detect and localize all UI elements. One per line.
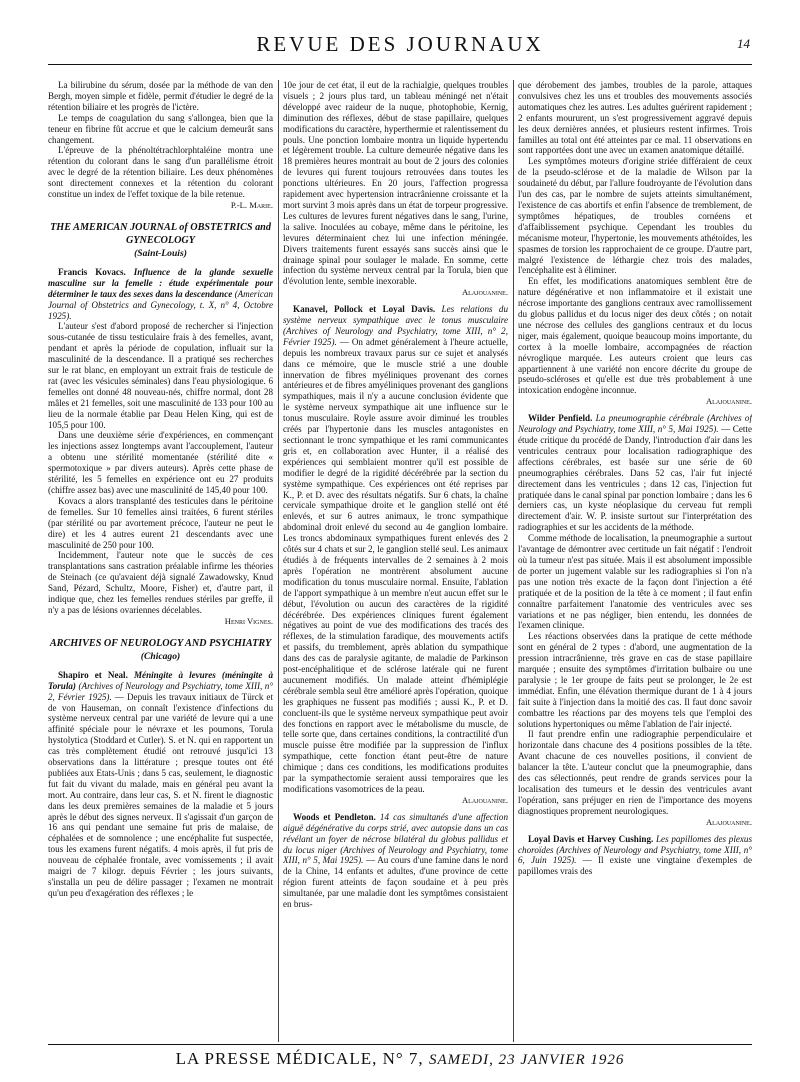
article-title: Les papillomes des plexus choroïdes [518,833,752,855]
article-entry [518,834,752,878]
article-reference: (Archives of Neurology and Psychiatry, tome XIII, n° 5, Mai 1925). [283,844,508,866]
journal-name: LA PRESSE MÉDICALE, [175,1049,378,1068]
paragraph: L'auteur s'est d'abord proposé de rechercher si l'injection sous-cutanée de tissu testiculaire frais à des femelles, avant, pendant et après la période de copulation, influait sur la masculinité de la descendance. Il a pratiqué ses recherches sur le rat blanc, en employant un extrait frais de testicule de rat (avec les vésicules séminales) dans l'eau physiologique. 6 femelles ont donné 48 nouveau-nés, chiffre normal, dont 28 mâles et 21 femelles, soit une masculinité de 133 pour 100 au lieu de la normale établie par Deau Helen King, qui est de 105,5 pour 100. [48,321,273,430]
article-reference: (Archives of Neurology and Psychiatry, tome XIII, n° 5, Mai 1925). [518,413,752,435]
journal-heading: THE AMERICAN JOURNAL of OBSTETRICS and GYNECOLOGY [50,221,271,246]
page-header [48,30,752,65]
author-signature: P.-L. Marie. [230,199,273,210]
article-author: Wilder Penfield. [528,413,593,424]
article-entry [283,812,508,910]
column-2 [283,80,508,1042]
paragraph: 10e jour de cet état, il eut de la rachialgie, quelques troubles visuels ; 2 jours plus tard, un tableau méningé net n'était développé avec raideur de la nuque, photophobie, Kernig, diminution des réflexes, début de stase papillaire, quelques modifications du caractère, hyperthermie et ralentissement du pouls. Une ponction lombaire montra un liquide hypertendu et légèrement trouble. La culture demeurée négative dans les 18 premières heures montrait au bout de 2 jours des colonies de levures qui furent toujours retrouvées dans toutes les ponctions ultérieures. En 20 jours, l'affection progressa rapidement avec hypertension intracrânienne croissante et la mort survint 3 mois après dans un état de torpeur progressive. Les cultures de levures furent négatives dans le sang, l'urine, la salive. Inoculées au cobaye, même dans le péritoine, les levures déterminaient chez lui une infection méningée. Divers traitements furent essayés sans succès ainsi que le drainage spinal pour soulager le malade. En somme, cette infection du système nerveux central par la Torula, bien que d'évolution lente, semble inexorable. [283,80,508,287]
article-text: — Il existe une vingtaine d'exemples de papillomes vrais des [518,855,752,877]
author-signature: Alajouanine. [461,794,508,805]
author-signature: Henri Vignes. [224,615,273,626]
article-text: — On admet généralement à l'heure actuelle, depuis les nombreux travaux parus sur ce sujet et analysés dans ce mémoire, que le muscle strié a une double innervation de fibres myéliniques provenant des cornes antérieures et de fibres amyéliniques provenant des ganglions sympathiques, mais il n'y a aucune conclusion évidente que le système nerveux sympathique ait une influence sur le tonus musculaire. Royle assure avoir diminué les troubles créés par l'hypertonie dans les muscles antagonistes en sectionnant le tronc sympathique et les rami communicantes gris et, en collaboration avec Hunter, il a réalisé des expériences qui semblaient montrer qu'il est possible de modifier le degré de la rigidité décérébrée par la section du système sympathique. Ces expériences ont été reprises par K., P. et D. avec des résultats négatifs. Sur 6 chats, la chaîne cervicale sympathique droite et le ganglion stellé ont été enlevés, et sur 6 autres animaux, le tronc sympathique abdominal droit enlevé du second au 4e ganglion lombaire. Les troncs abdominaux sympathiques furent enlevés des 2 côtés sur 4 chats et sur 2, le ganglion stellé seul. Les animaux étudiés à de fréquents intervalles de 2 semaines à 2 mois après l'opération ne montrèrent absolument aucune modification du tonus musculaire normal. Ensuite, l'ablation de l'apport sympathique à un membre n'eut aucun effet sur le début, l'évolution ou aucun des caractères de la rigidité décérébrée. Des expériences cliniques furent également négatives au point de vue des modifications des tracés des réflexes, de la stimulation faradique, des mouvements actifs et passifs, du tremblement, après ablation du sympathique dans des cas de paralysie agitante, de maladie de Parkinson post-encéphalitique et de sclérose latérale qui ne furent aucunement modifiés. Un malade atteint d'hémiplégie cérébrale sembla seul être amélioré après l'opération, quoique les graphiques ne fussent pas modifiés ; aussi K., P. et D. concluent-ils que le système nerveux sympathique peut avoir des fonctions en rapport avec le métabolisme du muscle, de telle sorte que, dans certaines conditions, la contractilité d'un muscle puisse être modifiée par la suppression de l'influx sympathique, cette fonction étant peut-être de nature chimique ; dans ces conditions, les modifications produites par la sympathectomie seraient aussi temporaires que les modifications vasomotrices de la peau. [283,336,508,794]
footer-line [48,1049,752,1069]
article-author: Shapiro et Neal. [58,669,128,680]
article-title: 14 cas simultanés d'une affection aiguë dégénérative du corps strié, avec autopsie dans un cas révélant un foyer de nécrose bilatéral du globus pallidus et du locus niger [283,811,508,855]
paragraph: Le temps de coagulation du sang s'allongea, bien que la teneur en fibrine fût accrue et que le calcium demeurât sans changement. [48,112,273,145]
author-signature: Alajouanine. [705,816,752,827]
paragraph: Il faut prendre enfin une radiographie perpendiculaire et horizontale dans chacune des 4 positions possibles de la tête. Avant chacune de ces nouvelles positions, il convient de balancer la tête. L'auteur conclut que la pneumographie, dans des cas sélectionnés, peut rendre de grands services pour la localisation des tumeurs et le dessin des ventricules avant l'opération, sans préjuger en rien de l'importance des moyens diagnostiques proprement neurologiques. [518,729,752,816]
issue-date: SAMEDI, 23 JANVIER 1926 [428,1052,625,1068]
article-entry [518,413,752,533]
article-entry [48,670,273,899]
paragraph: La bilirubine du sérum, dosée par la méthode de van den Bergh, moyen simple et fidèle, permit d'étudier le degré de la rétention biliaire et les progrès de l'ictère. [48,80,273,112]
paragraph: que dérobement des jambes, troubles de la parole, attaques convulsives chez les uns et troubles des mouvements associés automatiques chez les autres. Les adultes guérirent rapidement ; 2 enfants moururent, un s'est progressivement aggravé depuis les deux dernières années, et plusieurs restent infirmes. Trois familles au total ont été atteintes par ce mal. 11 observations en sont rapportées dont une avec un examen anatomique détaillé. [518,80,752,156]
article-text: — Cette étude critique du procédé de Dandy, l'introduction d'air dans les ventricules centraux pour localisation radiographique des affections cérébrales, est basée sur une série de 60 pneumographies cérébrales. Dans 52 cas, l'air fut injecté directement dans les ventricules ; dans 12 cas, l'injection fut pratiquée dans le canal spinal par ponction lombaire ; dans les 6 derniers cas, un kyste néoplasique du cerveau fut rempli directement d'air. W. P. insiste surtout sur l'interprétation des radiographies et sur les accidents de la méthode. [518,424,752,533]
paragraph: Dans une deuxième série d'expériences, en commençant les injections assez longtemps avant l'accouplement, l'auteur a obtenu une stérilité momentanée (stérilité dite « spermotoxique » par divers auteurs). Après cette phase de stérilité, les 5 femelles en expérience ont eu 27 produits (chiffre assez bas) avec une masculinité de 145,40 pour 100. [48,430,273,495]
article-reference: (Archives of Neurology and Psychiatry, tome XIII, n° 2, Février 1925). [283,325,508,347]
article-reference: (Archives of Neurology and Psychiatry, tome XIII, n° 6, Juin 1925). [518,844,752,866]
article-title: Méningite à levures (méningite à Torula) [48,669,273,691]
article-entry [48,267,273,322]
column-rule [513,80,514,1042]
journal-location: (Chicago) [140,650,181,662]
column-rule [278,80,279,1042]
page-number: 14 [737,36,750,51]
article-title: Influence de la glande sexuelle masculine sur la femelle : étude expérimentale pour déterminer le taux des sexes dans la descendance [48,266,273,299]
article-text: — Au cours d'une famine dans le nord de la Chine, 14 enfants et adultes, d'une province de cette région furent atteints de façon soudaine et à peu près simultanée, par une maladie dont les symptômes consistaient en brus- [283,855,508,910]
article-author: Woods et Pendleton. [293,811,376,822]
column-1 [48,80,273,1042]
article-author: Loyal Davis et Harvey Cushing. [528,833,654,844]
column-3 [518,80,752,1042]
article-reference: (American Journal of Obstetrics and Gynecology, t. X, n° 4, Octobre 1925). [48,288,273,321]
article-author: Francis Kovacs. [58,266,126,277]
article-title: La pneumographie cérébrale [595,413,704,424]
journal-heading: ARCHIVES OF NEUROLOGY AND PSYCHIATRY [49,637,272,649]
article-title: Les relations du système nerveux sympathique avec le tonus musculaire [283,304,508,326]
paragraph: Incidemment, l'auteur note que le succès de ces transplantations sans castration préalable infirme les théories de Steinach (ce qu'avaient déjà signalé Zawadowsky, Knud Sand, Pézard, Schultz, Moore, Fisher) et, d'autre part, il indique que, chez les femelles rendues stériles par greffe, il n'y a pas de lésions ovariennes décelables. [48,550,273,615]
paragraph: Kovacs a alors transplanté des testicules dans le péritoine de femelles. Sur 10 femelles ainsi traitées, 6 furent stériles (par stérilité ou par avortement précoce, l'auteur ne peut le dire) et les 4 autres eurent 21 descendants avec une masculinité de 250 pour 100. [48,495,273,550]
author-signature: Alajouanine. [705,396,752,407]
article-reference: (Archives of Neurology and Psychiatry, tome XIII, n° 2, Février 1925). [48,680,273,702]
paragraph: Les symptômes moteurs d'origine striée différaient de ceux de la pseudo-sclérose et de la maladie de Wilson par la soudaineté du début, par l'allure foudroyante de l'évolution dans l'un des cas, par le nombre de sujets atteints simultanément, l'existence de cas abortifs et enfin l'absence de tremblement, de symptômes hépatiques, de troubles cornéens et d'affaiblissement psychique. Cependant les troubles du mécanisme moteur, l'hypertonie, les mouvements athétoïdes, les spasmes de torsion les rapprochaient de ce groupe. D'autre part, malgré l'existence de léthargie chez trois des malades, l'encéphalite est à éliminer. [518,156,752,276]
paragraph: En effet, les modifications anatomiques semblent être de nature dégénérative et non inflammatoire et il existait une nécrose importante des ganglions centraux avec ramollissement du globus pallidus et du locus niger des deux côtés ; on notait une nécrose des cellules des ganglions centraux et du locus niger, mais également, quoique beaucoup moins importante, du cortex à la moelle lombaire, accompagnées de réaction névroglique marquée. Les auteurs croient que leurs cas appartiennent à une variété non encore décrite du groupe de pseudo-scléroses et qu'elle est due très probablement à une intoxication endogène inconnue. [518,276,752,396]
paragraph: Les réactions observées dans la pratique de cette méthode sont en général de 2 types : d'abord, une augmentation de la pression intracrânienne, très grave en cas de stase papillaire marquée ; ensuite des symptômes d'irritation bulbaire ou une paralysie ; le 1er groupe de faits peut se prolonger, le 2e est immédiat. Enfin, une élévation thermique durant de 1 à 4 jours fait suite à l'injection dans la moitié des cas. Il faut donc savoir combattre les réactions par des moyens tels que l'emploi des solutions hypertoniques ou même l'ablation de l'air injecté. [518,631,752,729]
article-entry [283,304,508,795]
article-author: Kanavel, Pollock et Loyal Davis. [293,304,436,315]
page-footer [48,1044,752,1069]
issue-number: N° 7, [382,1049,424,1068]
article-text: — Depuis les travaux initiaux de Türck et de von Hauseman, on connaît l'existence d'infections du système nerveux central par une variété de levure qui a une affinité spéciale pour le névraxe et les poumons, Torula hystolytica (Stoddard et Cutler). S. et N. qui en rapportent un cas très complètement étudié ont retrouvé jusqu'ici 13 observations dans la littérature ; presque toutes ont été publiées aux Etats-Unis ; dans 5 cas, seulement, le diagnostic fut fait du vivant du malade, mais en général peu avant la mort. Au contraire, dans leur cas, S. et N. firent le diagnostic dans les deux premières semaines de la maladie et 5 jours après le début des signes nerveux. Il s'agissait d'un garçon de 16 ans qui pendant une semaine fut pris de malaise, de céphalées et de somnolence ; une encéphalite fut suspectée, tous les examens furent négatifs. 4 mois après, il fut pris de nouveau de céphalée frontale, avec vomissements ; il avait maigri de 7 kilogr. depuis Février ; les jours suivants, s'installa un peu de délire passager ; l'examen ne montrait qu'un peu d'exagération des réflexes ; le [48,691,273,898]
section-title: REVUE DES JOURNAUX [256,32,544,56]
journal-location: (Saint-Louis) [134,247,187,259]
paragraph: L'épreuve de la phénoltétrachlorphtaléine montra une rétention du colorant dans le sang d'un parallélisme étroit avec le degré de la rétention biliaire. Les deux phénomènes sont directement connexes et la rétention du colorant constitue un index de l'effet toxique de la bile retenue. [48,145,273,200]
author-signature: Alajouanine. [461,287,508,298]
paragraph: Comme méthode de localisation, la pneumographie a surtout l'avantage de démontrer avec certitude un fait négatif : l'endroit où la tumeur n'est pas située. Mais il est absolument impossible de porter un jugement valable sur les radiographies si l'on n'a pas une notion très exacte de la façon dont l'injection a été pratiquée et de la position de la tête à ce moment ; il faut enfin connaître parfaitement l'anatomie des ventricules avec ses variations et ne pas négliger, bien entendu, les données de l'examen clinique. [518,533,752,631]
